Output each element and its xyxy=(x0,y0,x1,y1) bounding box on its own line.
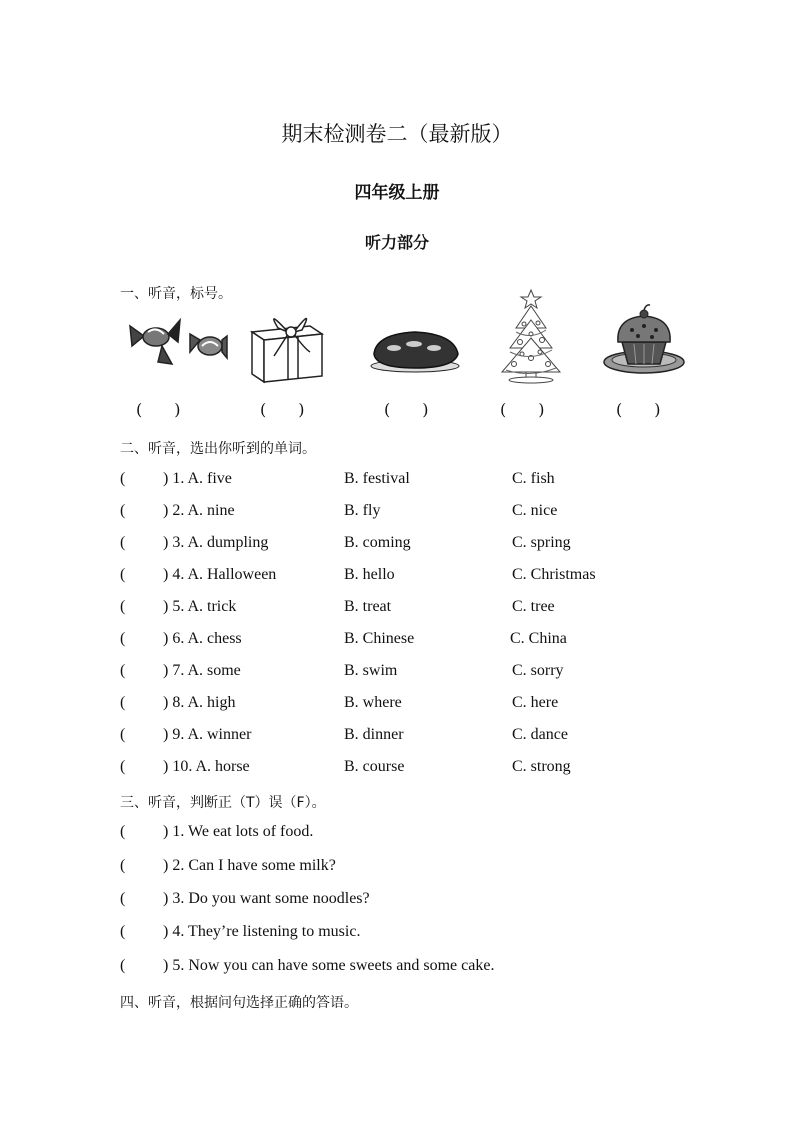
choice-option-b: B. course xyxy=(344,758,405,775)
choice-option-a: ) 2. A. nine xyxy=(163,502,235,519)
answer-paren[interactable]: ( xyxy=(120,823,126,840)
choice-row xyxy=(120,630,680,654)
choice-option-c: C. Christmas xyxy=(512,566,596,583)
choice-row xyxy=(120,598,680,622)
section-4-heading: 四、听音，根据问句选择正确的答语。 xyxy=(120,995,358,1011)
answer-paren[interactable]: ( xyxy=(120,957,126,974)
section-3-heading: 三、听音，判断正（T）误（F）。 xyxy=(120,795,326,811)
answer-paren[interactable]: ( xyxy=(120,502,126,519)
judgment-row xyxy=(120,890,680,914)
choice-option-a: ) 6. A. chess xyxy=(163,630,242,647)
choice-row xyxy=(120,726,680,750)
picture-answer-blank[interactable]: ( ) xyxy=(136,400,181,419)
choice-row xyxy=(120,758,680,782)
picture-answer-blank[interactable]: ( ) xyxy=(500,400,545,419)
picture-answer-row xyxy=(120,397,700,419)
picture-row xyxy=(120,300,700,390)
answer-paren[interactable]: ( xyxy=(120,534,126,551)
choice-option-c: C. China xyxy=(510,630,567,647)
answer-paren[interactable]: ( xyxy=(120,598,126,615)
judgment-sentence: ) 3. Do you want some noodles? xyxy=(163,890,370,907)
choice-row xyxy=(120,662,680,686)
choice-option-b: B. swim xyxy=(344,662,398,679)
grade-heading: 四年级上册 xyxy=(354,183,440,203)
choice-option-a: ) 1. A. five xyxy=(163,470,232,487)
christmas-tree-icon xyxy=(496,288,566,384)
judgment-sentence: ) 1. We eat lots of food. xyxy=(163,823,314,840)
picture-answer-blank[interactable]: ( ) xyxy=(260,400,305,419)
choice-option-a: ) 10. A. horse xyxy=(163,758,250,775)
judgment-row xyxy=(120,857,680,881)
judgment-sentence: ) 2. Can I have some milk? xyxy=(163,857,336,874)
answer-paren[interactable]: ( xyxy=(120,758,126,775)
choice-option-c: C. fish xyxy=(512,470,555,487)
section-2-heading: 二、听音，选出你听到的单词。 xyxy=(120,441,316,457)
picture-answer-blank[interactable]: ( ) xyxy=(616,400,661,419)
page-title: 期末检测卷二（最新版） xyxy=(281,122,513,146)
choice-option-a: ) 8. A. high xyxy=(163,694,236,711)
judgment-row xyxy=(120,823,680,847)
choice-option-c: C. spring xyxy=(512,534,571,551)
choice-option-a: ) 5. A. trick xyxy=(163,598,237,615)
choice-row xyxy=(120,694,680,718)
answer-paren[interactable]: ( xyxy=(120,857,126,874)
choice-option-b: B. coming xyxy=(344,534,411,551)
judgment-sentence: ) 4. They’re listening to music. xyxy=(163,923,361,940)
picture-answer-blank[interactable]: ( ) xyxy=(384,400,429,419)
choice-option-b: B. dinner xyxy=(344,726,404,743)
candy-icon xyxy=(128,312,228,372)
answer-paren[interactable]: ( xyxy=(120,662,126,679)
answer-paren[interactable]: ( xyxy=(120,470,126,487)
choice-row xyxy=(120,534,680,558)
choice-option-a: ) 9. A. winner xyxy=(163,726,252,743)
choice-row xyxy=(120,470,680,494)
choice-option-a: ) 3. A. dumpling xyxy=(163,534,269,551)
part-heading: 听力部分 xyxy=(364,233,429,252)
choice-option-c: C. nice xyxy=(512,502,558,519)
section-1-heading: 一、听音，标号。 xyxy=(120,286,232,302)
answer-paren[interactable]: ( xyxy=(120,923,126,940)
gift-box-icon xyxy=(248,304,328,386)
choice-option-a: ) 4. A. Halloween xyxy=(163,566,277,583)
choice-row xyxy=(120,566,680,590)
choice-option-b: B. fly xyxy=(344,502,381,519)
judgment-sentence: ) 5. Now you can have some sweets and some cake. xyxy=(163,957,495,974)
judgment-row xyxy=(120,957,680,981)
answer-paren[interactable]: ( xyxy=(120,890,126,907)
choice-option-c: C. here xyxy=(512,694,559,711)
answer-paren[interactable]: ( xyxy=(120,566,126,583)
choice-option-c: C. strong xyxy=(512,758,571,775)
answer-paren[interactable]: ( xyxy=(120,694,126,711)
choice-option-b: B. Chinese xyxy=(344,630,415,647)
answer-paren[interactable]: ( xyxy=(120,630,126,647)
bread-icon xyxy=(368,326,462,374)
choice-option-a: ) 7. A. some xyxy=(163,662,241,679)
choice-option-b: B. where xyxy=(344,694,402,711)
cupcake-icon xyxy=(602,304,686,380)
choice-option-b: B. treat xyxy=(344,598,392,615)
choice-option-c: C. tree xyxy=(512,598,555,615)
choice-option-b: B. hello xyxy=(344,566,395,583)
choice-option-c: C. dance xyxy=(512,726,568,743)
choice-option-c: C. sorry xyxy=(512,662,564,679)
judgment-row xyxy=(120,923,680,947)
answer-paren[interactable]: ( xyxy=(120,726,126,743)
choice-option-b: B. festival xyxy=(344,470,410,487)
choice-row xyxy=(120,502,680,526)
